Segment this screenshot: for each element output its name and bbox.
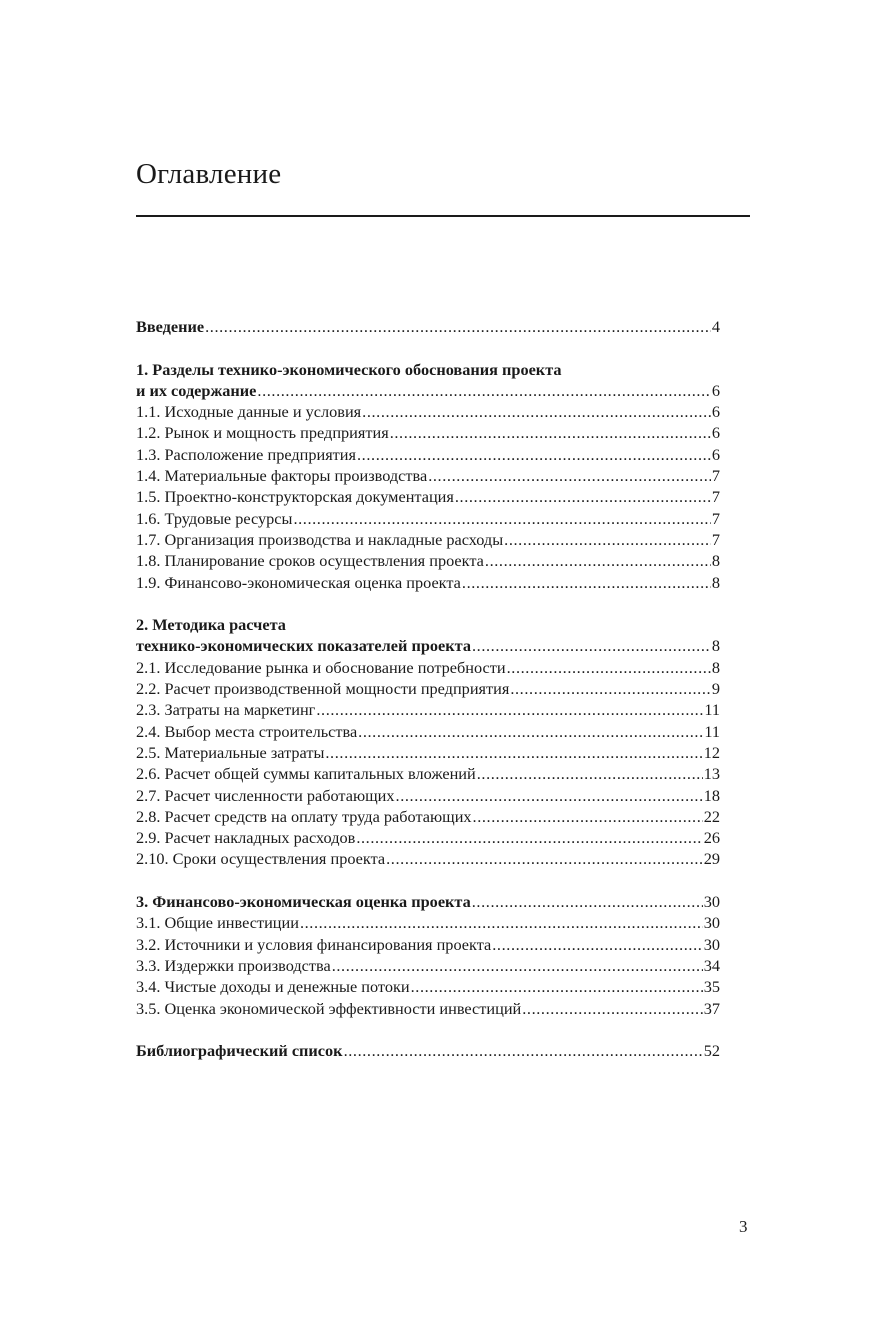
toc-entry-label: Введение — [136, 317, 205, 336]
toc-entry[interactable] — [136, 912, 720, 933]
toc-heading[interactable] — [136, 1040, 720, 1061]
toc-entry-page: 4 — [711, 317, 720, 336]
toc-entry-label: 1.4. Материальные факторы производства — [136, 466, 428, 486]
toc-entry-page: 22 — [703, 806, 720, 826]
dot-leader — [332, 955, 703, 976]
dot-leader — [462, 572, 711, 593]
toc-entry-label: 3.3. Издержки производства — [136, 955, 331, 975]
toc-entry[interactable] — [136, 763, 720, 784]
dot-leader — [472, 891, 703, 912]
dot-leader — [428, 465, 711, 486]
toc-entry-label: 1.8. Планирование сроков осуществления проекта — [136, 551, 484, 571]
dot-leader — [205, 316, 711, 337]
toc-entry[interactable] — [136, 998, 720, 1019]
toc-entry-page: 37 — [703, 998, 720, 1018]
toc-entry-page: 30 — [703, 934, 720, 954]
toc-heading[interactable] — [136, 891, 720, 912]
toc-entry-label: и их содержание — [136, 380, 257, 400]
dot-leader — [396, 785, 703, 806]
toc-entry-page: 11 — [704, 721, 720, 741]
toc-entry-page: 34 — [703, 955, 720, 975]
toc-entry-page: 52 — [703, 1041, 720, 1061]
dot-leader — [455, 486, 711, 507]
dot-leader — [477, 763, 703, 784]
toc-section — [136, 316, 720, 337]
toc-entry-label: 1.6. Трудовые ресурсы — [136, 508, 293, 528]
toc-entry-label: 2.8. Расчет средств на оплату труда работающих — [136, 806, 472, 826]
dot-leader — [316, 699, 703, 720]
toc-entry-label: 2.3. Затраты на маркетинг — [136, 700, 316, 720]
toc-entry-page: 18 — [703, 785, 720, 805]
toc-entry-page: 7 — [711, 508, 720, 528]
dot-leader — [507, 657, 711, 678]
dot-leader — [325, 742, 702, 763]
toc-entry[interactable] — [136, 806, 720, 827]
toc-entry-page: 11 — [704, 700, 720, 720]
toc-entry-page: 6 — [711, 402, 720, 422]
toc-entry[interactable] — [136, 422, 720, 443]
toc-entry[interactable] — [136, 508, 720, 529]
toc-entry[interactable] — [136, 678, 720, 699]
dot-leader — [300, 912, 703, 933]
toc-entry[interactable] — [136, 401, 720, 422]
dot-leader — [522, 998, 702, 1019]
dot-leader — [472, 635, 711, 656]
toc-entry-label: технико-экономических показателей проекта — [136, 636, 471, 656]
toc-entry-label: 1.3. Расположение предприятия — [136, 444, 357, 464]
dot-leader — [473, 806, 703, 827]
table-of-contents — [136, 316, 720, 1083]
toc-entry-label: 1.2. Рынок и мощность предприятия — [136, 423, 389, 443]
toc-entry-label: 2.9. Расчет накладных расходов — [136, 828, 356, 848]
dot-leader — [356, 827, 702, 848]
toc-entry-label: 3.2. Источники и условия финансирования проекта — [136, 934, 492, 954]
dot-leader — [358, 721, 703, 742]
toc-entry[interactable] — [136, 848, 720, 869]
toc-entry-page: 6 — [711, 444, 720, 464]
toc-entry-label: 3. Финансово-экономическая оценка проекта — [136, 892, 471, 912]
dot-leader — [492, 934, 702, 955]
toc-entry-label: 2.2. Расчет производственной мощности предприятия — [136, 679, 510, 699]
toc-section — [136, 359, 720, 593]
toc-entry[interactable] — [136, 444, 720, 465]
toc-section — [136, 891, 720, 1019]
dot-leader — [504, 529, 711, 550]
toc-entry-page: 7 — [711, 529, 720, 549]
toc-entry-page: 8 — [711, 551, 720, 571]
dot-leader — [257, 380, 710, 401]
toc-heading-line: 2. Методика расчета — [136, 615, 286, 635]
dot-leader — [386, 848, 703, 869]
toc-entry[interactable] — [136, 486, 720, 507]
toc-entry[interactable] — [136, 785, 720, 806]
toc-entry-label: 2.1. Исследование рынка и обоснование потребности — [136, 657, 506, 677]
dot-leader — [362, 401, 711, 422]
toc-entry[interactable] — [136, 572, 720, 593]
toc-entry-label: 2.6. Расчет общей суммы капитальных вложений — [136, 764, 476, 784]
toc-entry[interactable] — [136, 657, 720, 678]
toc-entry[interactable] — [136, 699, 720, 720]
toc-entry[interactable] — [136, 827, 720, 848]
page-title: Оглавление — [136, 158, 282, 190]
toc-entry-page: 7 — [711, 487, 720, 507]
toc-heading-line: 1. Разделы технико-экономического обоснования проекта — [136, 359, 562, 379]
dot-leader — [357, 444, 711, 465]
toc-entry-label: 1.5. Проектно-конструкторская документация — [136, 487, 454, 507]
toc-entry-page: 6 — [711, 423, 720, 443]
toc-entry-page: 30 — [703, 892, 720, 912]
toc-entry[interactable] — [136, 721, 720, 742]
toc-entry-page: 26 — [703, 828, 720, 848]
dot-leader — [411, 976, 703, 997]
dot-leader — [390, 422, 711, 443]
toc-entry-label: 1.1. Исходные данные и условия — [136, 402, 362, 422]
toc-entry-label: 1.9. Финансово-экономическая оценка проекта — [136, 572, 461, 592]
toc-entry[interactable] — [136, 976, 720, 997]
dot-leader — [293, 508, 710, 529]
toc-heading[interactable] — [136, 316, 720, 337]
toc-entry-page: 9 — [711, 679, 720, 699]
toc-heading[interactable] — [136, 635, 720, 656]
toc-entry-page: 35 — [703, 977, 720, 997]
toc-entry[interactable] — [136, 550, 720, 571]
toc-entry-page: 8 — [711, 657, 720, 677]
toc-entry-page: 6 — [711, 380, 720, 400]
toc-entry-page: 8 — [711, 636, 720, 656]
toc-entry[interactable] — [136, 955, 720, 976]
toc-entry-label: 2.10. Сроки осуществления проекта — [136, 849, 386, 869]
dot-leader — [510, 678, 711, 699]
toc-heading[interactable] — [136, 380, 720, 401]
dot-leader — [344, 1040, 703, 1061]
toc-entry-page: 29 — [703, 849, 720, 869]
toc-entry[interactable] — [136, 934, 720, 955]
toc-entry-page: 12 — [703, 742, 720, 762]
toc-entry-label: 3.1. Общие инвестиции — [136, 913, 299, 933]
page-number: 3 — [739, 1217, 748, 1236]
toc-entry-page: 13 — [703, 764, 720, 784]
toc-entry[interactable] — [136, 529, 720, 550]
toc-entry-label: 2.7. Расчет численности работающих — [136, 785, 395, 805]
toc-entry-page: 7 — [711, 466, 720, 486]
toc-entry-label: 1.7. Организация производства и накладные расходы — [136, 529, 504, 549]
toc-entry-label: 3.5. Оценка экономической эффективности инвестиций — [136, 998, 522, 1018]
toc-section — [136, 1040, 720, 1061]
dot-leader — [485, 550, 711, 571]
toc-entry-label: 3.4. Чистые доходы и денежные потоки — [136, 977, 410, 997]
toc-entry-page: 8 — [711, 572, 720, 592]
toc-entry-label: Библиографический список — [136, 1041, 343, 1061]
toc-entry-page: 30 — [703, 913, 720, 933]
toc-entry[interactable] — [136, 465, 720, 486]
title-rule — [136, 215, 750, 217]
toc-entry[interactable] — [136, 742, 720, 763]
toc-section — [136, 614, 720, 870]
toc-entry-label: 2.4. Выбор места строительства — [136, 721, 358, 741]
toc-entry-label: 2.5. Материальные затраты — [136, 742, 325, 762]
